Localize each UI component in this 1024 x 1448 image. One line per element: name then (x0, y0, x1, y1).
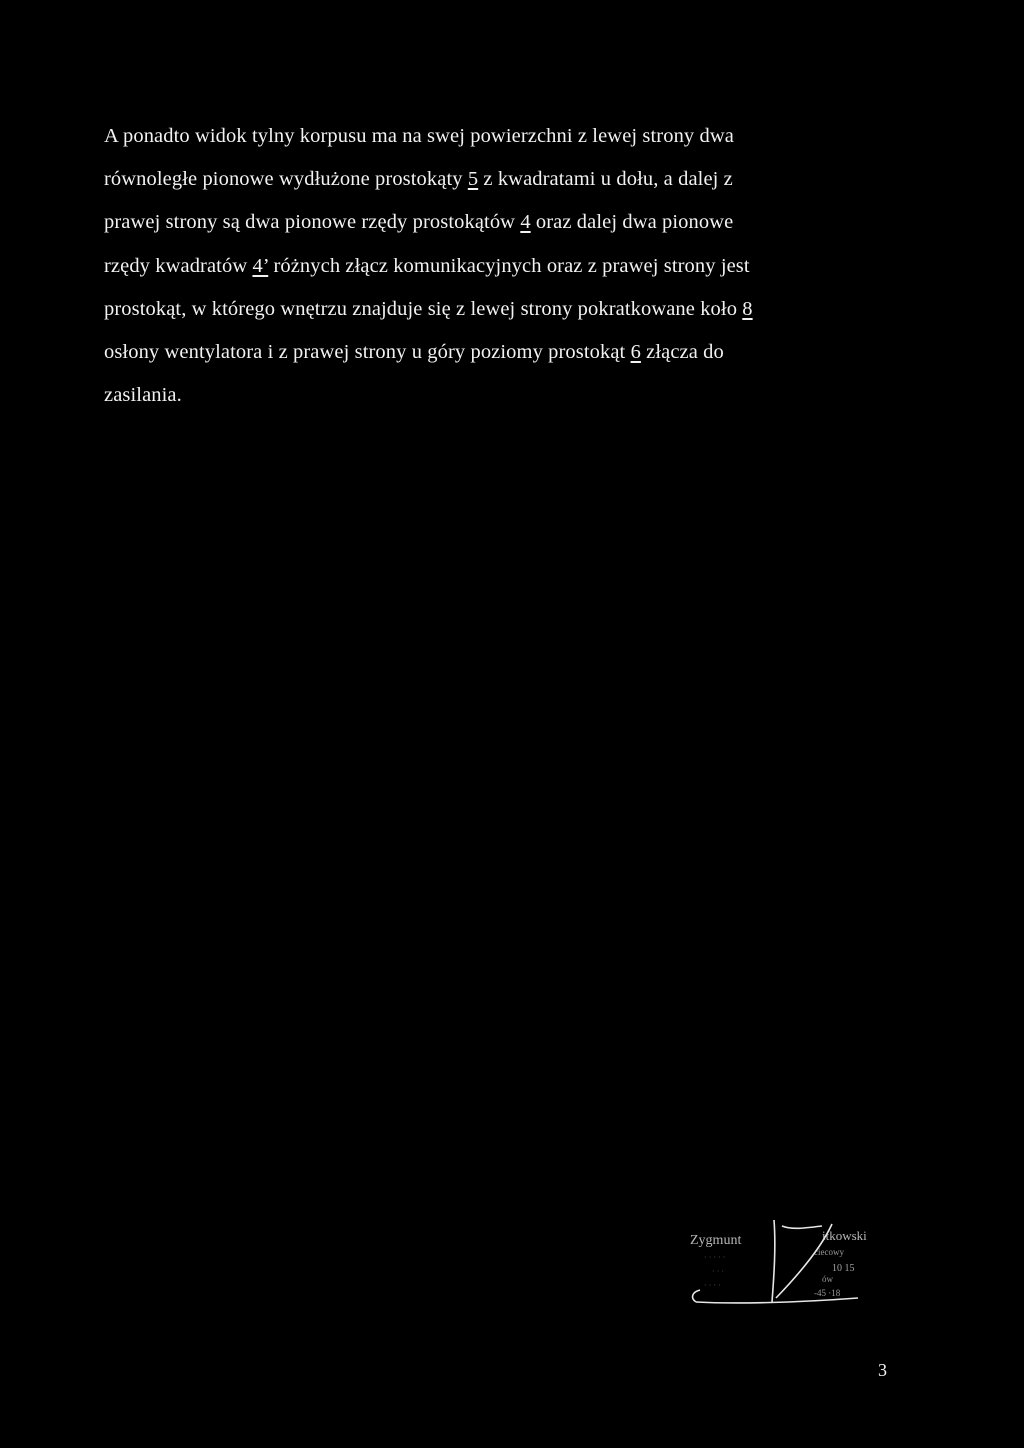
svg-text:itkowski: itkowski (822, 1228, 867, 1243)
text-segment: prawej strony są dwa pionowe rzędy prostokątów (104, 211, 521, 234)
svg-text:Zygmunt: Zygmunt (690, 1233, 742, 1248)
text-line (104, 201, 864, 244)
svg-text:10 15: 10 15 (832, 1263, 855, 1274)
figure-reference: 5 (467, 168, 479, 191)
page-number: 3 (878, 1360, 887, 1380)
text-segment: z kwadratami u dołu, a dalej z (478, 168, 733, 191)
signature-stamp (682, 1216, 882, 1306)
text-segment: oraz dalej dwa pionowe (530, 211, 734, 234)
svg-text:ów: ów (822, 1274, 833, 1284)
figure-reference: 6 (630, 341, 641, 364)
text-line (104, 158, 864, 201)
svg-text:· · · · ·: · · · · · (704, 1253, 726, 1262)
text-segment: równoległe pionowe wydłużone prostokąty (104, 168, 468, 191)
text-segment: różnych złącz komunikacyjnych oraz z prawej strony jest (268, 254, 750, 277)
text-segment: rzędy kwadratów (104, 254, 253, 277)
figure-reference: 4 (520, 211, 531, 234)
text-segment: zasilania. (104, 384, 182, 407)
text-segment: prostokąt, w którego wnętrzu znajduje się z lewej strony pokratkowane koło (104, 297, 743, 320)
figure-reference: 4’ (252, 254, 269, 277)
body-paragraph (104, 115, 864, 417)
svg-text:· · ·: · · · (712, 1267, 724, 1276)
text-line (104, 288, 864, 331)
svg-text:-45 ·18: -45 ·18 (814, 1288, 841, 1298)
svg-text:· · · ·: · · · · (704, 1281, 721, 1290)
text-segment: złącza do (640, 341, 724, 364)
text-line (104, 374, 864, 417)
figure-reference: 8 (742, 297, 753, 320)
text-line (104, 245, 864, 288)
text-line (104, 115, 864, 158)
text-segment: osłony wentylatora i z prawej strony u góry poziomy prostokąt (104, 341, 631, 364)
text-segment: A ponadto widok tylny korpusu ma na swej powierzchni z lewej strony dwa (104, 125, 734, 147)
svg-text:ciecowy: ciecowy (814, 1247, 844, 1257)
text-line (104, 331, 864, 374)
